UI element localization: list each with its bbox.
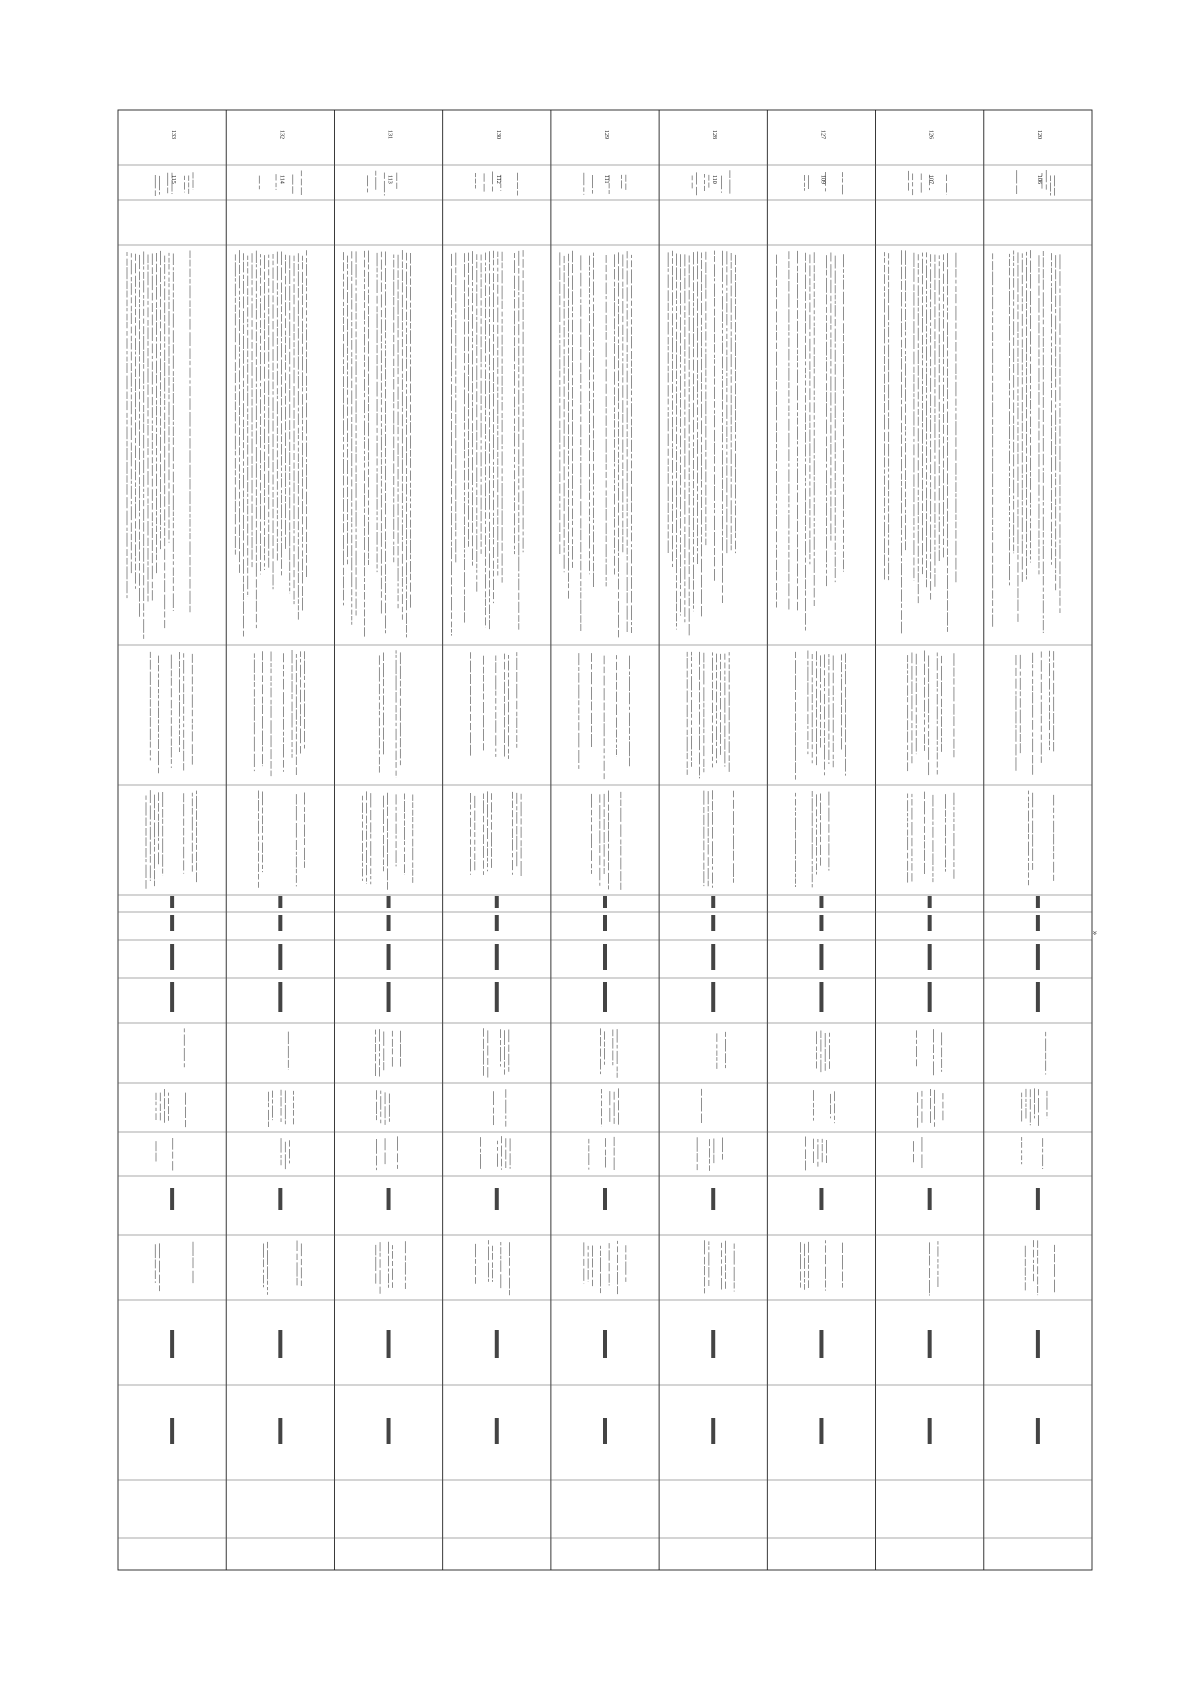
value-mark bbox=[603, 896, 607, 908]
date-mark bbox=[819, 1418, 823, 1444]
date-mark bbox=[387, 1418, 391, 1444]
date-mark bbox=[170, 1418, 174, 1444]
status-mark bbox=[711, 944, 715, 970]
row-serial: 106 bbox=[1035, 175, 1042, 184]
row-number: 130 bbox=[494, 130, 501, 139]
period-mark bbox=[928, 982, 932, 1012]
date-mark bbox=[387, 1188, 391, 1210]
value-mark bbox=[387, 915, 391, 931]
value-mark bbox=[278, 896, 282, 908]
period-mark bbox=[387, 982, 391, 1012]
status-mark bbox=[278, 944, 282, 970]
date-mark bbox=[711, 1188, 715, 1210]
value-mark bbox=[711, 915, 715, 931]
period-mark bbox=[1036, 982, 1040, 1012]
row-number: 129 bbox=[603, 130, 609, 139]
value-mark bbox=[387, 896, 391, 908]
date-mark bbox=[495, 1330, 499, 1358]
footnote-mark: » bbox=[1090, 930, 1101, 936]
row-number: 126 bbox=[927, 130, 934, 139]
row-serial: 110 bbox=[711, 175, 718, 184]
status-mark bbox=[819, 944, 823, 970]
date-mark bbox=[170, 1330, 174, 1358]
date-mark bbox=[603, 1418, 607, 1444]
row-number: 128 bbox=[711, 130, 718, 139]
period-mark bbox=[495, 982, 499, 1012]
value-mark bbox=[278, 915, 282, 931]
value-mark bbox=[1036, 915, 1040, 931]
date-mark bbox=[387, 1330, 391, 1358]
date-mark bbox=[495, 1418, 499, 1444]
row-serial: 112 bbox=[494, 175, 501, 184]
date-mark bbox=[928, 1188, 932, 1210]
value-mark bbox=[928, 915, 932, 931]
value-mark bbox=[170, 915, 174, 931]
row-serial: 114 bbox=[278, 175, 285, 184]
date-mark bbox=[603, 1188, 607, 1210]
status-mark bbox=[603, 944, 607, 970]
date-mark bbox=[1036, 1330, 1040, 1358]
value-mark bbox=[603, 915, 607, 931]
date-mark bbox=[1036, 1188, 1040, 1210]
status-mark bbox=[928, 944, 932, 970]
value-mark bbox=[711, 896, 715, 908]
row-serial: 109 bbox=[819, 175, 826, 184]
date-mark bbox=[1036, 1418, 1040, 1444]
row-serial: 107 bbox=[927, 175, 934, 184]
date-mark bbox=[711, 1330, 715, 1358]
row-serial: 115 bbox=[170, 175, 177, 184]
status-mark bbox=[170, 944, 174, 970]
status-mark bbox=[387, 944, 391, 970]
row-number: 120 bbox=[1035, 130, 1042, 139]
row-serial: 113 bbox=[386, 175, 393, 184]
period-mark bbox=[278, 982, 282, 1012]
row-number: 132 bbox=[278, 130, 285, 139]
value-mark bbox=[495, 915, 499, 931]
date-mark bbox=[603, 1330, 607, 1358]
row-number: 131 bbox=[386, 130, 393, 139]
period-mark bbox=[170, 982, 174, 1012]
date-mark bbox=[278, 1330, 282, 1358]
status-mark bbox=[495, 944, 499, 970]
value-mark bbox=[819, 896, 823, 908]
date-mark bbox=[711, 1418, 715, 1444]
value-mark bbox=[170, 896, 174, 908]
row-number: 127 bbox=[819, 130, 826, 139]
date-mark bbox=[819, 1188, 823, 1210]
value-mark bbox=[819, 915, 823, 931]
value-mark bbox=[495, 896, 499, 908]
date-mark bbox=[495, 1188, 499, 1210]
period-mark bbox=[603, 982, 607, 1012]
row-number: 133 bbox=[170, 130, 177, 139]
period-mark bbox=[711, 982, 715, 1012]
date-mark bbox=[278, 1418, 282, 1444]
value-mark bbox=[928, 896, 932, 908]
date-mark bbox=[928, 1330, 932, 1358]
date-mark bbox=[819, 1330, 823, 1358]
row-serial: 111 bbox=[603, 175, 609, 184]
value-mark bbox=[1036, 896, 1040, 908]
date-mark bbox=[928, 1418, 932, 1444]
date-mark bbox=[278, 1188, 282, 1210]
status-mark bbox=[1036, 944, 1040, 970]
date-mark bbox=[170, 1188, 174, 1210]
period-mark bbox=[819, 982, 823, 1012]
